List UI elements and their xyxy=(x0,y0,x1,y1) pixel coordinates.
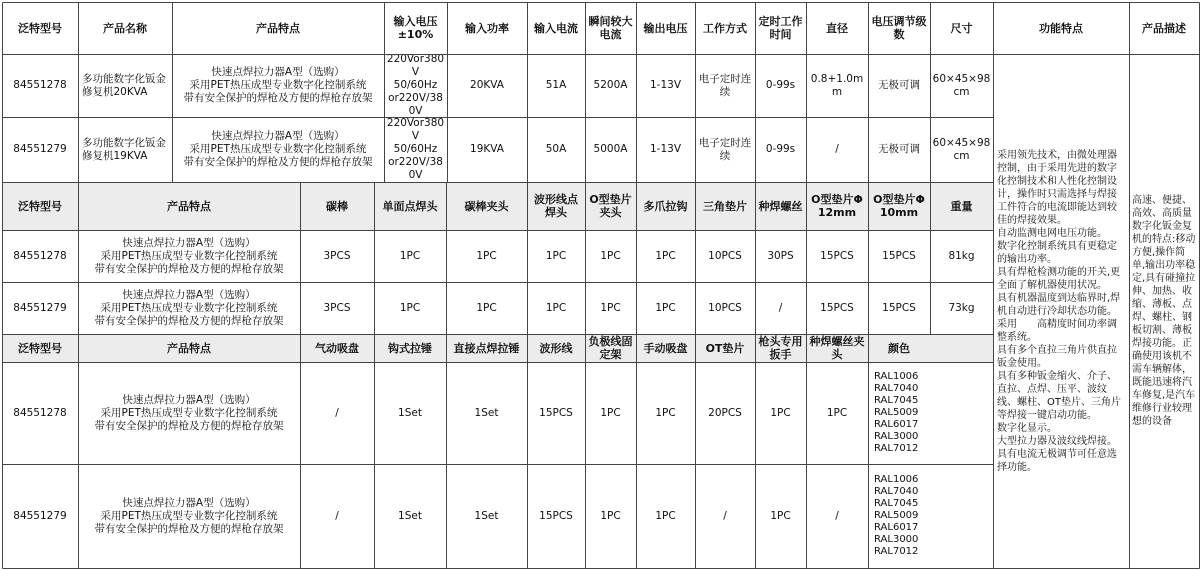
s2-row-0-cell-10: 15PCS xyxy=(820,249,854,262)
s1-row-0-cell-2: 快速点焊拉力器A型（选购） 采用PET热压成型专业数字化控制系统 带有安全保护的焊枪及方便的焊枪存放架 xyxy=(183,66,373,104)
s1-row-0-cell-6: 5200A xyxy=(593,79,628,91)
s1-header-0: 泛特型号 xyxy=(18,21,62,35)
s1-row-1-cell-8: 电子定时连续 xyxy=(698,136,752,162)
s1-row-0-cell-12: 60×45×98cm xyxy=(932,72,991,98)
s3-header-10: 种焊螺丝夹头 xyxy=(806,334,868,362)
s3-row-0-cell-5: 15PCS xyxy=(539,406,573,419)
s2-row-0-cell-8: 10PCS xyxy=(708,249,742,262)
s1-row-0-cell-1: 多功能数字化钣金修复机20KVA xyxy=(82,72,166,98)
s3-row-1-cell-4: 1Set xyxy=(474,509,499,522)
s3-row-1-cell-3: 1Set xyxy=(398,509,422,522)
s3-header-7: 手动吸盘 xyxy=(636,334,695,362)
s3-row-0-cell-9: 1PC xyxy=(770,406,791,419)
s3-row-0-cell-11: RAL1006 RAL7040 RAL7045 RAL5009 RAL6017 RAL3000 RAL7012 xyxy=(874,371,919,454)
s1-header-9: 定时工作时间 xyxy=(758,15,803,41)
s1-header-7: 输出电压 xyxy=(643,21,688,35)
s3-header-4: 直接点焊拉锤 xyxy=(446,334,527,362)
s3-row-1-cell-11: RAL1006 RAL7040 RAL7045 RAL5009 RAL6017 RAL3000 RAL7012 xyxy=(874,474,919,557)
description-text: 高速、便捷、高效、高质量数字化钣金复机的特点:移动方便,操作简单,输出功率稳定,具有碰撞拉伸、加热、收缩、薄板、点焊、螺柱、钢板切割、薄板焊接功能。正确使用该机不需车辆解体，既能迅速将汽车修复,是汽车维修行业较理想的设备 xyxy=(1132,195,1196,427)
s3-header-8: OT垫片 xyxy=(695,334,755,362)
s1-row-0-cell-7: 1-13V xyxy=(649,79,681,91)
s3-row-0-cell-4: 1Set xyxy=(474,406,499,419)
s1-row-0-cell-0: 84551278 xyxy=(13,79,67,91)
s1-row-1-cell-2: 快速点焊拉力器A型（选购） 采用PET热压成型专业数字化控制系统 带有安全保护的焊枪及方便的焊枪存放架 xyxy=(183,130,373,168)
s2-row-0-cell-7: 1PC xyxy=(655,249,676,262)
s1-header-6: 瞬间较大电流 xyxy=(588,15,633,41)
s2-row-0-cell-11: 15PCS xyxy=(882,249,916,262)
s1-row-0-cell-4: 20KVA xyxy=(470,79,504,91)
s1-row-0-cell-10: 0.8+1.0mm xyxy=(810,72,864,98)
s1-header-4: 输入功率 xyxy=(465,21,509,35)
s3-header-5: 波形线 xyxy=(527,334,585,362)
s2-row-1-cell-8: 10PCS xyxy=(708,301,742,314)
s2-row-0-cell-4: 1PC xyxy=(476,249,497,262)
s3-row-0-cell-6: 1PC xyxy=(600,406,621,419)
s3-row-0-cell-7: 1PC xyxy=(655,406,676,419)
s1-header-1: 产品名称 xyxy=(103,21,147,35)
s1-row-1-cell-1: 多功能数字化钣金修复机19KVA xyxy=(82,136,166,162)
s3-header-3: 钩式拉锤 xyxy=(374,334,446,362)
s1-row-1-cell-7: 1-13V xyxy=(649,143,681,155)
s2-row-1-cell-2: 3PCS xyxy=(323,301,351,314)
s3-header-9: 枪头专用扳手 xyxy=(755,334,806,362)
s1-row-1-cell-6: 5000A xyxy=(593,143,628,155)
s3-filler-1 xyxy=(930,362,993,464)
s2-row-1-cell-1: 快速点焊拉力器A型（选购） 采用PET热压成型专业数字化控制系统 带有安全保护的焊枪及方便的焊枪存放架 xyxy=(94,288,284,327)
s1-row-0-cell-9: 0-99s xyxy=(765,79,796,91)
s2-header-6: O型垫片夹头 xyxy=(585,182,636,230)
s3-row-1-cell-9: 1PC xyxy=(770,509,791,522)
s2-row-1-cell-0: 84551279 xyxy=(13,301,67,314)
s1-header-10: 直径 xyxy=(826,21,848,35)
s2-row-0-cell-0: 84551278 xyxy=(13,249,67,262)
s1-row-0-cell-3: 220Vor380V 50/60Hz or220V/380V xyxy=(386,54,445,117)
s2-row-1-cell-10: 15PCS xyxy=(820,301,854,314)
s3-row-1-cell-10: / xyxy=(835,509,839,522)
s3-row-1-cell-8: / xyxy=(723,509,727,522)
s2-row-0-cell-12: 81kg xyxy=(948,249,975,262)
s1-row-1-cell-3: 220Vor380V 50/60Hz or220V/380V xyxy=(386,117,445,181)
s2-header-7: 多爪拉钩 xyxy=(636,182,695,230)
s2-header-9: 种焊螺丝 xyxy=(755,182,806,230)
s2-header-1: 产品特点 xyxy=(78,182,300,230)
s1-row-0-cell-11: 无极可调 xyxy=(878,79,920,91)
s3-row-0-cell-8: 20PCS xyxy=(708,406,742,419)
s2-row-0-cell-5: 1PC xyxy=(545,249,567,262)
s2-row-1-cell-4: 1PC xyxy=(476,301,497,314)
s2-row-0-cell-2: 3PCS xyxy=(323,249,351,262)
s3-row-0-cell-1: 快速点焊拉力器A型（选购） 采用PET热压成型专业数字化控制系统 带有安全保护的焊枪及方便的焊枪存放架 xyxy=(94,393,284,432)
s1-row-1-cell-10: / xyxy=(835,143,839,155)
s3-header-1: 产品特点 xyxy=(78,334,300,362)
s3-header-6: 负极线固定架 xyxy=(585,334,636,362)
s3-filler-0 xyxy=(930,334,993,362)
s3-row-1-cell-1: 快速点焊拉力器A型（选购） 采用PET热压成型专业数字化控制系统 带有安全保护的焊枪及方便的焊枪存放架 xyxy=(94,496,284,535)
s2-row-1-cell-5: 1PC xyxy=(545,301,567,314)
s1-header-2: 产品特点 xyxy=(256,21,300,35)
s1-header-8: 工作方式 xyxy=(703,21,747,35)
s2-header-12: 重量 xyxy=(930,182,993,230)
s1-header-12: 尺寸 xyxy=(950,21,973,35)
s3-row-1-cell-0: 84551279 xyxy=(13,509,67,522)
s2-header-4: 碳棒夹头 xyxy=(446,182,527,230)
s2-row-1-cell-3: 1PC xyxy=(399,301,421,314)
s3-row-0-cell-2: / xyxy=(335,406,339,419)
s2-row-0-cell-3: 1PC xyxy=(399,249,421,262)
s3-header-0: 泛特型号 xyxy=(2,334,78,362)
s1-row-1-cell-0: 84551279 xyxy=(13,143,67,155)
s1-row-1-cell-4: 19KVA xyxy=(470,143,504,155)
s2-row-1-cell-11: 15PCS xyxy=(882,301,916,314)
s2-row-1-cell-12: 73kg xyxy=(948,301,975,314)
s1-header-5: 输入电流 xyxy=(534,21,578,35)
s3-row-0-cell-3: 1Set xyxy=(398,406,422,419)
s1-row-0-cell-5: 51A xyxy=(545,79,567,91)
s2-row-0-cell-1: 快速点焊拉力器A型（选购） 采用PET热压成型专业数字化控制系统 带有安全保护的焊枪及方便的焊枪存放架 xyxy=(94,236,284,275)
s2-header-0: 泛特型号 xyxy=(2,182,78,230)
s3-row-0-cell-0: 84551278 xyxy=(13,406,67,419)
s3-row-1-cell-5: 15PCS xyxy=(539,509,573,522)
s1-header-3: 输入电压 ±10% xyxy=(393,15,438,41)
s1-row-0-cell-8: 电子定时连续 xyxy=(698,72,752,98)
s2-header-10: O型垫片Φ12mm xyxy=(806,182,868,230)
s3-filler-2 xyxy=(930,464,993,568)
s2-header-11: O型垫片Φ10mm xyxy=(868,182,930,230)
features-text: 采用领先技术，由微处理器控制，由于采用先进的数字化控制技术和人性化控制设计，操作时只需选择与焊接工件符合的电流即能达到较佳的焊接效果。 自动监测电网电压功能。 数字化控制系统具有更稳定的输出功率。 具有焊枪检测功能的开关,更全面了解机器使用状况。 具有机器温度到达临界时,焊机自动进行冷却状态功能。 采用 高精度时间功率调整系统。 具有多个直拉三角片供直拉钣金使用。 具有多种钣金缩火、介子、直拉、点焊、压平、波纹线、螺柱、OT垫片、三角片等焊接一键启动功能。 数字化显示。 大型拉力器及波纹线焊接。 具有电流无极调节可任意选择功能。 xyxy=(997,149,1121,473)
s1-header-11: 电压调节级数 xyxy=(871,15,927,41)
s2-row-0-cell-6: 1PC xyxy=(600,249,621,262)
s3-row-0-cell-10: 1PC xyxy=(826,406,848,419)
s2-header-2: 碳棒 xyxy=(300,182,374,230)
features-header: 功能特点 xyxy=(1039,21,1083,35)
s1-row-1-cell-12: 60×45×98cm xyxy=(932,136,991,162)
s1-row-1-cell-9: 0-99s xyxy=(765,143,796,155)
s3-header-11: 颜色 xyxy=(868,334,930,362)
s2-header-8: 三角垫片 xyxy=(695,182,755,230)
s2-row-0-cell-9: 30PS xyxy=(767,249,794,262)
s3-header-2: 气动吸盘 xyxy=(300,334,374,362)
description-header: 产品描述 xyxy=(1142,21,1186,35)
s1-row-1-cell-11: 无极可调 xyxy=(878,143,920,155)
s1-row-1-cell-5: 50A xyxy=(545,143,567,155)
s2-row-1-cell-6: 1PC xyxy=(600,301,621,314)
s3-row-1-cell-7: 1PC xyxy=(655,509,676,522)
s3-row-1-cell-2: / xyxy=(335,509,339,522)
s2-header-3: 单面点焊头 xyxy=(374,182,446,230)
s2-row-1-cell-9: / xyxy=(778,301,783,314)
s2-header-5: 波形线点焊头 xyxy=(527,182,585,230)
s2-row-1-cell-7: 1PC xyxy=(655,301,676,314)
s3-row-1-cell-6: 1PC xyxy=(600,509,621,522)
